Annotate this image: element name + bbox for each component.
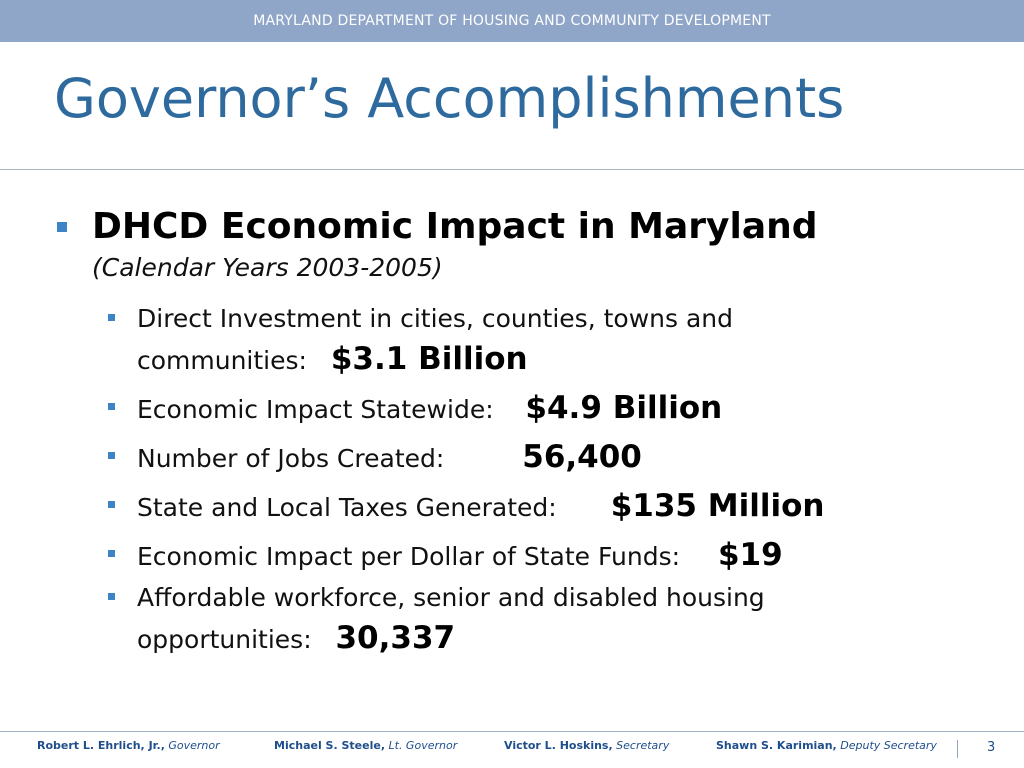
impact-item [137,535,897,577]
page-number: 3 [987,740,996,755]
sub-bullet-icon [108,593,115,600]
footer-person-name: Victor L. Hoskins, [504,739,613,752]
sub-bullet-icon [108,314,115,321]
footer-person [716,739,937,752]
impact-item-label: Number of Jobs Created: [137,444,445,473]
sub-bullet-icon [108,550,115,557]
organization-name: MARYLAND DEPARTMENT OF HOUSING AND COMMUNITY DEVELOPMENT [253,13,771,29]
footer-person-name: Robert L. Ehrlich, Jr., [37,739,165,752]
impact-item-value: $4.9 Billion [525,390,723,426]
sub-bullet-icon [108,501,115,508]
impact-item-label: Direct Investment in cities, counties, towns and communities: [137,304,733,375]
impact-item-label: State and Local Taxes Generated: [137,493,557,522]
main-bullet-subheading: (Calendar Years 2003-2005) [92,253,443,282]
impact-item-label: Economic Impact Statewide: [137,395,494,424]
impact-item-value: $135 Million [610,488,825,524]
impact-item [137,578,897,660]
impact-item-value: $3.1 Billion [330,341,528,377]
footer-person-role: Secretary [616,739,670,752]
impact-item-value: $19 [717,537,783,573]
footer-divider [0,731,1024,732]
impact-item-value: 30,337 [335,620,456,656]
sub-bullet-icon [108,452,115,459]
footer-person-role: Governor [168,739,220,752]
footer-separator [957,740,958,758]
header-bar [0,0,1024,42]
sub-bullet-icon [108,403,115,410]
slide-title: Governor’s Accomplishments [54,67,845,130]
impact-item-label: Economic Impact per Dollar of State Funds: [137,542,681,571]
footer-person [504,739,669,752]
footer-person [274,739,457,752]
main-bullet-icon [57,222,67,232]
impact-item-label: Affordable workforce, senior and disabled housing opportunities: [137,583,765,654]
impact-item-value: 56,400 [522,439,642,475]
impact-item [137,388,897,430]
footer-person-role: Deputy Secretary [840,739,937,752]
footer-person-name: Michael S. Steele, [274,739,385,752]
impact-item [137,437,897,479]
main-bullet-heading: DHCD Economic Impact in Maryland [92,206,818,247]
footer-person [37,739,220,752]
footer [0,739,1024,757]
impact-item [137,299,897,381]
title-divider [0,169,1024,170]
footer-person-role: Lt. Governor [388,739,458,752]
impact-item [137,486,897,528]
footer-person-name: Shawn S. Karimian, [716,739,837,752]
